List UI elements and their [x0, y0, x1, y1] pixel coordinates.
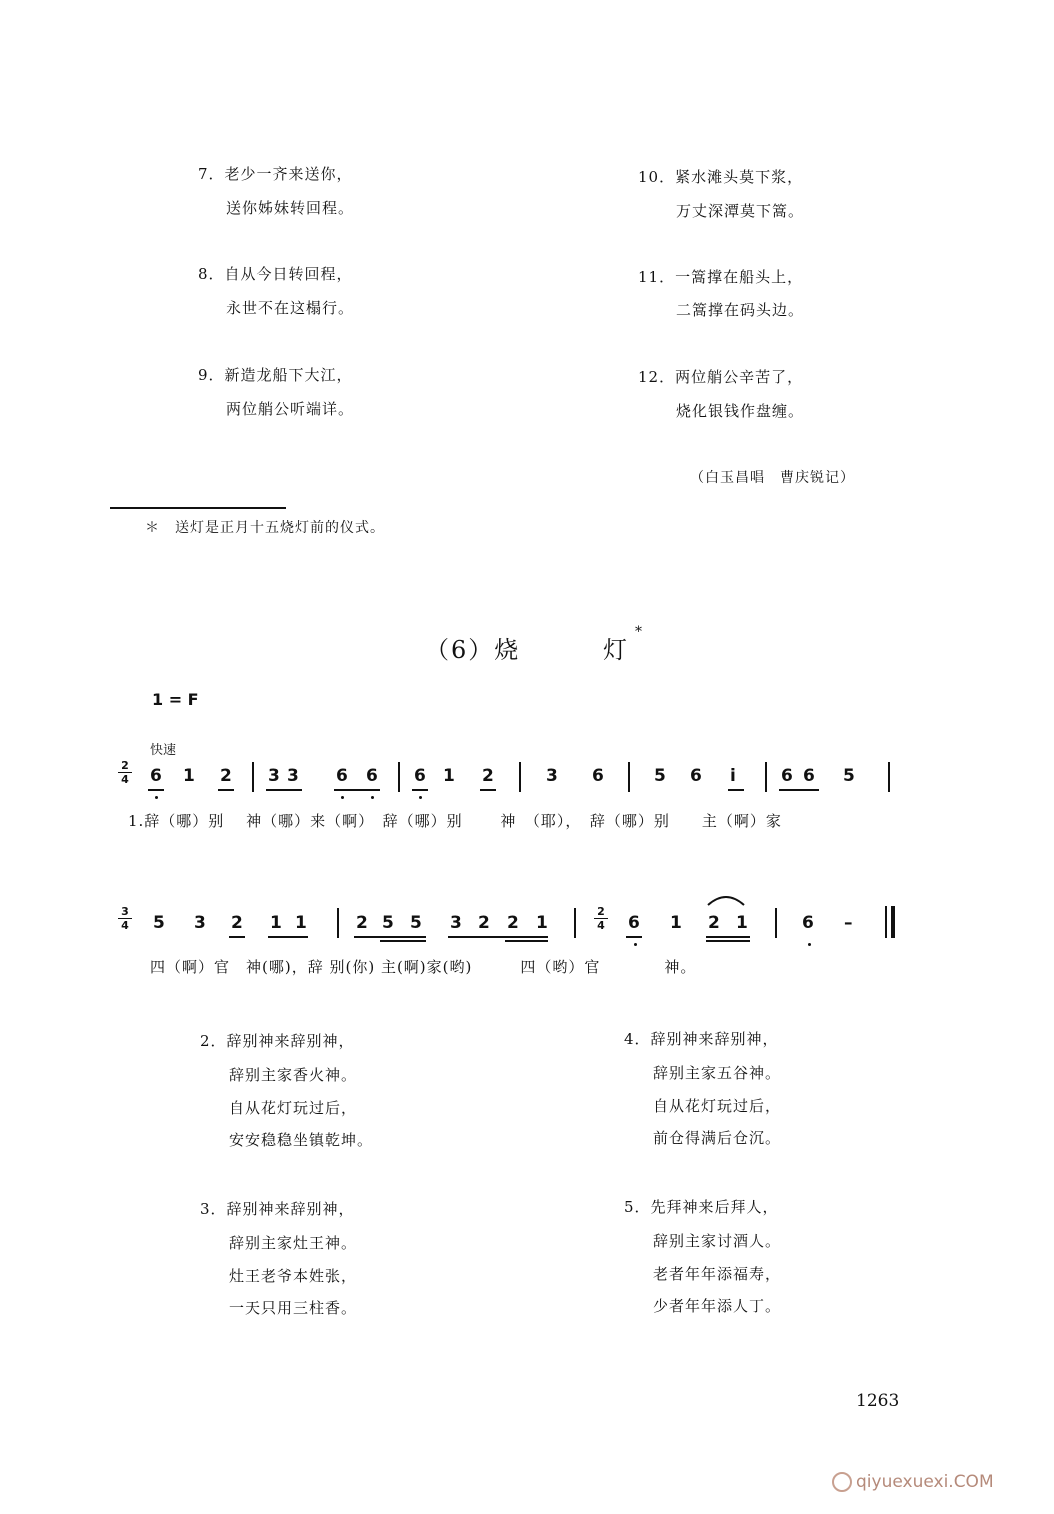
- verse-text: 两位艄公辛苦了，: [675, 368, 804, 386]
- verse-11-line2: 二篙撑在码头边。: [676, 301, 805, 319]
- note: 2: [507, 913, 519, 933]
- verse-4-line1: [624, 1028, 779, 1049]
- barline: [888, 762, 890, 792]
- verse-text: 紧水滩头莫下浆，: [675, 168, 804, 186]
- note: 2: [231, 913, 243, 933]
- verse-text: 辞别神来辞别神，: [650, 1030, 779, 1048]
- beam: [354, 936, 426, 938]
- footnote-divider: [110, 507, 286, 509]
- time-denominator: 4: [121, 919, 129, 932]
- note: 1: [443, 766, 455, 786]
- time-denominator: 4: [597, 919, 605, 932]
- verse-3-line3: 灶王老爷本姓张，: [229, 1267, 358, 1285]
- note: i: [730, 766, 736, 786]
- tie-arc: [706, 893, 746, 907]
- beam: [480, 789, 496, 791]
- barline: [574, 908, 576, 938]
- beam-second: [505, 940, 548, 942]
- verse-text: 辞别神来辞别神，: [226, 1032, 355, 1050]
- octave-dot-low: [634, 943, 637, 946]
- verse-5-line1: [624, 1196, 779, 1217]
- final-barline-thick: [891, 906, 895, 938]
- verse-5-line2: 辞别主家讨酒人。: [653, 1232, 782, 1250]
- time-signature: [594, 906, 608, 931]
- verse-7-line1: [198, 163, 353, 184]
- verse-9-line2: 两位艄公听端详。: [226, 400, 355, 418]
- octave-dot-low: [808, 943, 811, 946]
- verse-number: 8．: [198, 265, 225, 283]
- verse-number: 12．: [638, 368, 676, 386]
- beam-second: [380, 940, 426, 942]
- beam: [148, 789, 164, 791]
- credit-line: （白玉昌唱 曹庆锐记）: [690, 470, 855, 486]
- verse-number: 4．: [624, 1030, 651, 1048]
- beam: [412, 789, 428, 791]
- note: –: [844, 913, 853, 933]
- watermark-text: qiyuexuexi.COM: [856, 1472, 994, 1492]
- barline: [765, 762, 767, 792]
- octave-dot-low: [155, 796, 158, 799]
- verse-number: 3．: [200, 1200, 227, 1218]
- beam-second: [706, 940, 750, 942]
- verse-8-line2: 永世不在这榻行。: [226, 299, 355, 317]
- verse-text: 辞别神来辞别神，: [226, 1200, 355, 1218]
- verse-7-line2: 送你姊妹转回程。: [226, 199, 355, 217]
- verse-4-line3: 自从花灯玩过后，: [653, 1097, 782, 1115]
- note: 2: [220, 766, 232, 786]
- verse-3-line1: [200, 1198, 355, 1219]
- verse-2-line2: 辞别主家香火神。: [229, 1066, 358, 1084]
- note: 6: [628, 913, 640, 933]
- time-signature: [118, 760, 132, 785]
- verse-text: 新造龙船下大江，: [224, 366, 353, 384]
- note: 5: [382, 913, 394, 933]
- beam: [448, 936, 548, 938]
- beam: [266, 789, 302, 791]
- key-signature: 1 = F: [152, 690, 199, 709]
- verse-2-line4: 安安稳稳坐镇乾坤。: [229, 1131, 374, 1149]
- beam: [728, 789, 744, 791]
- verse-12-line2: 烧化银钱作盘缠。: [676, 402, 805, 420]
- barline: [519, 762, 521, 792]
- note: 3: [287, 766, 299, 786]
- watermark-logo-icon: [832, 1472, 852, 1492]
- note: 1: [183, 766, 195, 786]
- note: 6: [592, 766, 604, 786]
- note: 6: [336, 766, 348, 786]
- verse-number: 11．: [638, 268, 676, 286]
- lyrics-row-1: 1.辞（哪）别 神（哪）来（啊） 辞（哪）别 神 （耶）， 辞（哪）别 主（啊）家: [128, 812, 782, 830]
- time-numerator: 2: [597, 905, 605, 918]
- verse-9-line1: [198, 364, 353, 385]
- barline: [337, 908, 339, 938]
- note: 6: [781, 766, 793, 786]
- verse-text: 自从今日转回程，: [224, 265, 353, 283]
- barline: [252, 762, 254, 792]
- note: 5: [410, 913, 422, 933]
- beam: [706, 936, 750, 938]
- note: 6: [150, 766, 162, 786]
- beam: [218, 789, 234, 791]
- note: 6: [690, 766, 702, 786]
- verse-4-line2: 辞别主家五谷神。: [653, 1064, 782, 1082]
- note: 6: [366, 766, 378, 786]
- verse-2-line1: [200, 1030, 355, 1051]
- note: 2: [482, 766, 494, 786]
- note: 1: [736, 913, 748, 933]
- barline: [775, 908, 777, 938]
- note: 1: [295, 913, 307, 933]
- note: 3: [194, 913, 206, 933]
- time-denominator: 4: [121, 773, 129, 786]
- beam: [779, 789, 819, 791]
- note: 3: [268, 766, 280, 786]
- note: 6: [803, 766, 815, 786]
- song-title-part1: （6）烧: [425, 636, 521, 664]
- verse-text: 老少一齐来送你，: [224, 165, 353, 183]
- note: 6: [414, 766, 426, 786]
- barline: [628, 762, 630, 792]
- tempo-marking: 快速: [150, 743, 177, 758]
- verse-text: 先拜神来后拜人，: [650, 1198, 779, 1216]
- verse-number: 7．: [198, 165, 225, 183]
- verse-2-line3: 自从花灯玩过后，: [229, 1099, 358, 1117]
- footnote: ＊ 送灯是正月十五烧灯前的仪式。: [145, 520, 385, 536]
- note: 2: [478, 913, 490, 933]
- verse-8-line1: [198, 263, 353, 284]
- note: 6: [802, 913, 814, 933]
- note: 2: [356, 913, 368, 933]
- note: 5: [654, 766, 666, 786]
- verse-5-line4: 少者年年添人丁。: [653, 1297, 782, 1315]
- song-title-part2: 灯: [603, 636, 629, 664]
- note: 5: [153, 913, 165, 933]
- time-numerator: 3: [121, 905, 129, 918]
- beam: [626, 936, 642, 938]
- beam: [229, 936, 245, 938]
- lyrics-row-2: 四（啊）官 神(哪)，辞 别(你) 主(啊)家(哟) 四（哟）官 神。: [150, 958, 697, 976]
- note: 1: [670, 913, 682, 933]
- verse-10-line2: 万丈深潭莫下篙。: [676, 202, 805, 220]
- page-number: 1263: [856, 1391, 900, 1411]
- note: 3: [546, 766, 558, 786]
- verse-5-line3: 老者年年添福寿，: [653, 1265, 782, 1283]
- note: 1: [270, 913, 282, 933]
- verse-number: 10．: [638, 168, 676, 186]
- verse-text: 一篙撑在船头上，: [675, 268, 804, 286]
- title-footnote-mark: *: [635, 624, 642, 640]
- octave-dot-low: [419, 796, 422, 799]
- final-barline-thin: [885, 906, 887, 938]
- verse-3-line2: 辞别主家灶王神。: [229, 1234, 358, 1252]
- beam: [268, 936, 308, 938]
- verse-12-line1: [638, 366, 803, 387]
- verse-number: 9．: [198, 366, 225, 384]
- barline: [398, 762, 400, 792]
- time-numerator: 2: [121, 759, 129, 772]
- watermark: [832, 1472, 994, 1492]
- verse-4-line4: 前仓得满后仓沉。: [653, 1129, 782, 1147]
- note: 1: [536, 913, 548, 933]
- time-signature: [118, 906, 132, 931]
- beam: [334, 789, 380, 791]
- verse-number: 2．: [200, 1032, 227, 1050]
- verse-number: 5．: [624, 1198, 651, 1216]
- verse-11-line1: [638, 266, 803, 287]
- note: 5: [843, 766, 855, 786]
- verse-3-line4: 一天只用三柱香。: [229, 1299, 358, 1317]
- note: 3: [450, 913, 462, 933]
- verse-10-line1: [638, 166, 803, 187]
- note: 2: [708, 913, 720, 933]
- octave-dot-low: [341, 796, 344, 799]
- octave-dot-low: [371, 796, 374, 799]
